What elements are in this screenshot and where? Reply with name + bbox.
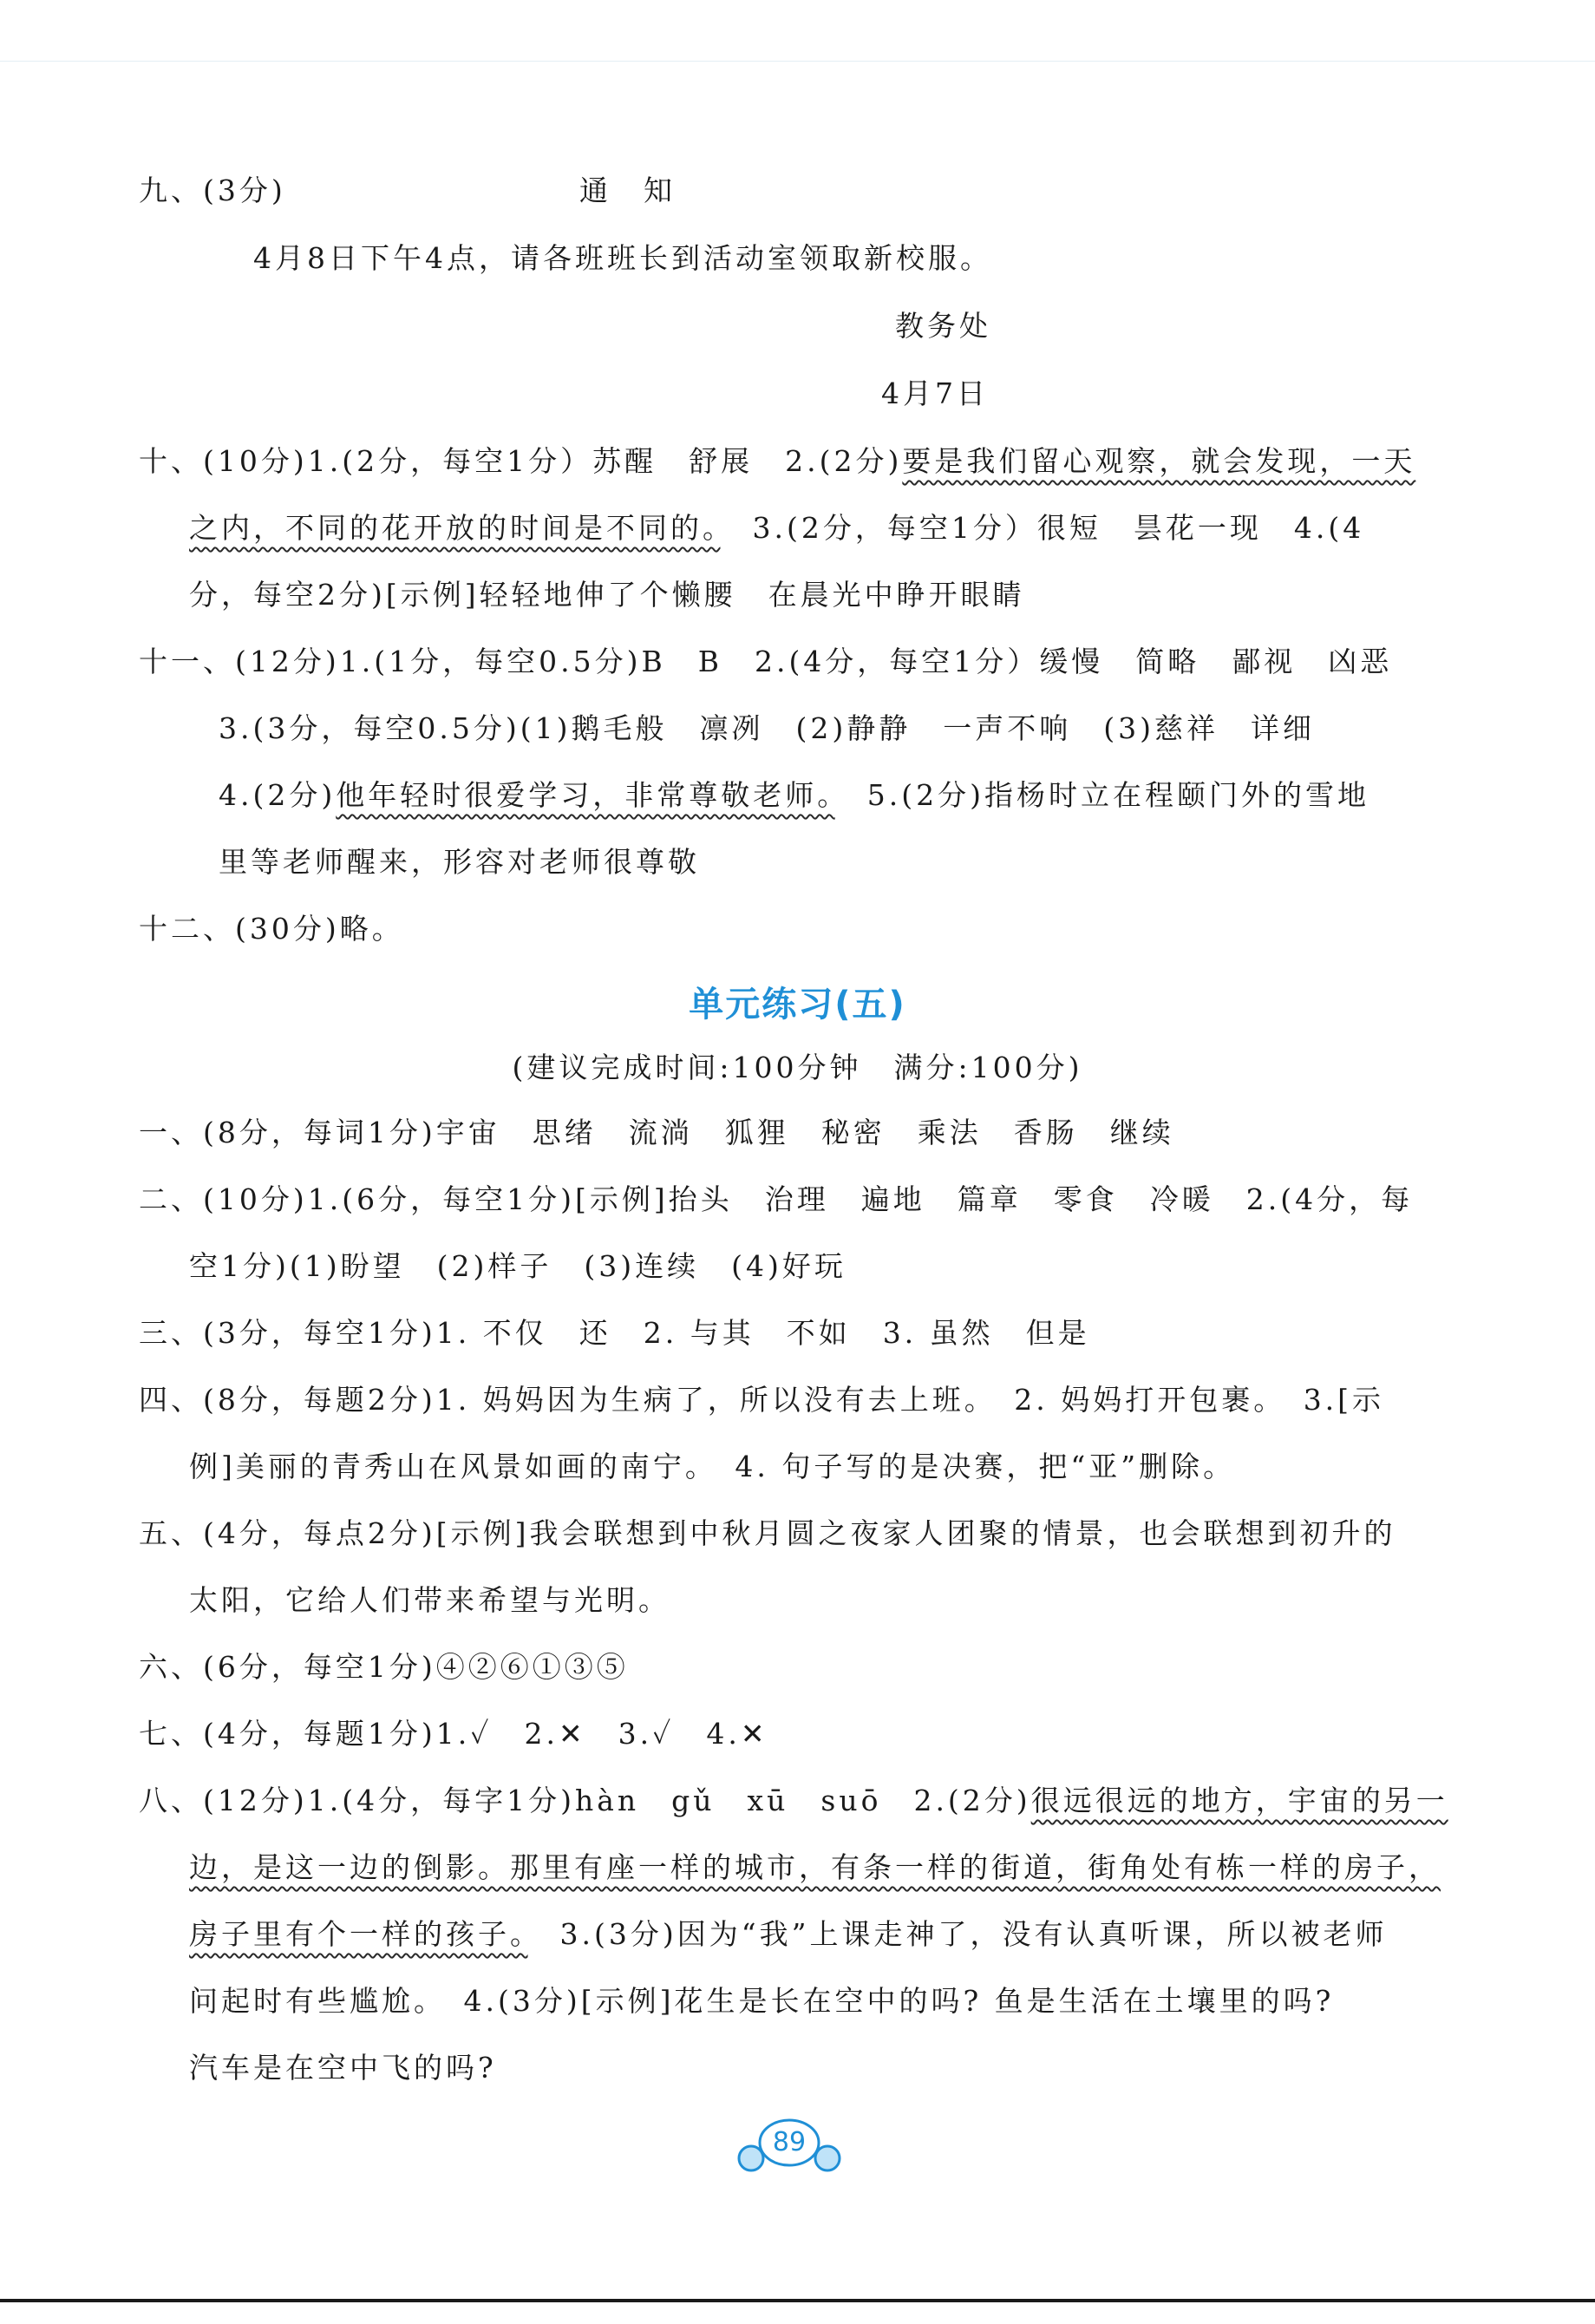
section-11-text: 4.(2分)	[219, 778, 337, 812]
unit-subtitle: (建议完成时间:100分钟 满分:100分)	[512, 1051, 1083, 1084]
section-10-text: 十、(10分)1.(2分，每空1分）苏醒 舒展 2.(2分)	[139, 444, 903, 478]
q8-text: 八、(12分)1.(4分，每字1分)hàn gǔ xū suō 2.(2分)	[139, 1784, 1031, 1817]
section-10-underlined-2: 之内，不同的花开放的时间是不同的。	[189, 511, 721, 545]
header-rule	[0, 61, 1595, 62]
q8-text-3: 3.(3分)因为“我”上课走神了，没有认真听课，所以被老师	[527, 1917, 1388, 1951]
q4-line-1: 四、(8分，每题2分)1. 妈妈因为生病了，所以没有去上班。 2. 妈妈打开包裹。 3.[示	[139, 1383, 1385, 1417]
q8-line-3	[189, 1914, 1387, 1955]
q8-line-2	[189, 1847, 1441, 1889]
section-11-line-4: 里等老师醒来，形容对老师很尊敬	[219, 845, 700, 879]
q6-line: 六、(6分，每空1分)④②⑥①③⑤	[139, 1650, 629, 1684]
section-9-heading: 九、(3分)	[139, 173, 286, 207]
q5-line-2: 太阳，它给人们带来希望与光明。	[189, 1583, 670, 1617]
q3-line: 三、(3分，每空1分)1. 不仅 还 2. 与其 不如 3. 虽然 但是	[139, 1316, 1090, 1350]
section-11-line-2: 3.(3分，每空0.5分)(1)鹅毛般 凛冽 (2)静静 一声不响 (3)慈祥 详细	[219, 711, 1315, 745]
section-10-text-2: 3.(2分，每空1分）很短 昙花一现 4.(4	[720, 511, 1365, 545]
q1-line: 一、(8分，每词1分)宇宙 思绪 流淌 狐狸 秘密 乘法 香肠 继续	[139, 1116, 1174, 1149]
q2-line-1: 二、(10分)1.(6分，每空1分)[示例]抬头 治理 遍地 篇章 零食 冷暖 2.(4分，每	[139, 1182, 1414, 1216]
section-10-line-1	[139, 441, 1415, 482]
notice-title: 通 知	[579, 173, 676, 207]
q4-line-2: 例]美丽的青秀山在风景如画的南宁。 4. 句子写的是决赛，把“亚”删除。	[189, 1450, 1236, 1483]
q5-line-1: 五、(4分，每点2分)[示例]我会联想到中秋月圆之夜家人团聚的情景，也会联想到初升的	[139, 1516, 1396, 1550]
notice-body: 4月8日下午4点，请各班班长到活动室领取新校服。	[253, 241, 992, 275]
page-number: 89	[772, 2127, 807, 2157]
section-12-line: 十二、(30分)略。	[139, 912, 404, 946]
section-10-line-2	[189, 507, 1364, 549]
q7-line: 七、(4分，每题1分)1.✓ 2.✕ 3.✓ 4.✕	[139, 1717, 768, 1751]
q2-line-2: 空1分)(1)盼望 (2)样子 (3)连续 (4)好玩	[189, 1249, 847, 1283]
q8-underlined-3: 房子里有个一样的孩子。	[189, 1917, 528, 1951]
page-number-badge	[729, 2115, 850, 2176]
section-11-line-1: 十一、(12分)1.(1分，每空0.5分)B B 2.(4分，每空1分）缓慢 简略 鄙视 凶恶	[139, 645, 1393, 678]
section-11-underlined: 他年轻时很爱学习，非常尊敬老师。	[336, 778, 835, 812]
q8-underlined-2: 边，是这一边的倒影。那里有座一样的城市，有条一样的街道，街角处有栋一样的房子，	[189, 1850, 1441, 1884]
section-11-line-3	[219, 775, 1369, 816]
section-10-underlined: 要是我们留心观察，就会发现，一天	[902, 444, 1416, 478]
notice-signature: 教务处	[895, 309, 991, 343]
section-11-text-2: 5.(2分)指杨时立在程颐门外的雪地	[834, 778, 1369, 812]
q8-line-4: 问起时有些尴尬。 4.(3分)[示例]花生是长在空中的吗? 鱼是生活在土壤里的吗?	[189, 1984, 1335, 2018]
unit-title: 单元练习(五)	[689, 985, 906, 1025]
q8-underlined: 很远很远的地方，宇宙的另一	[1030, 1784, 1448, 1817]
section-10-line-3: 分，每空2分)[示例]轻轻地伸了个懒腰 在晨光中睁开眼睛	[189, 578, 1025, 612]
footer-rule	[0, 2299, 1595, 2302]
notice-date: 4月7日	[881, 376, 989, 410]
q8-line-1	[139, 1780, 1448, 1822]
q8-line-5: 汽车是在空中飞的吗?	[189, 2051, 497, 2085]
